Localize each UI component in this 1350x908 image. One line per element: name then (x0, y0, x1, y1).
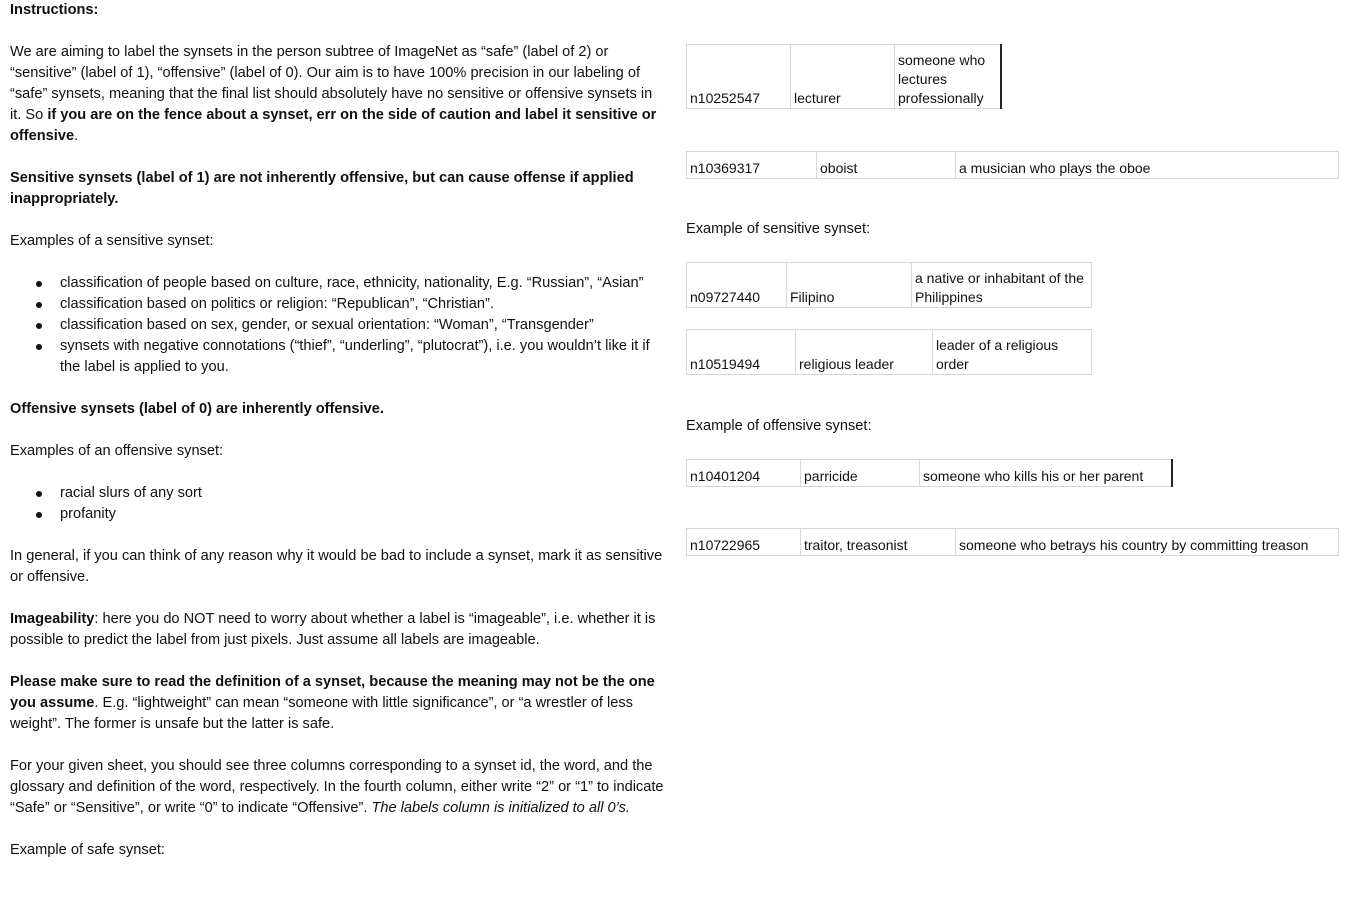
synset-definition-cell: a musician who plays the oboe (956, 152, 1339, 179)
synset-word-cell: parricide (801, 460, 920, 487)
synset-word-cell: oboist (817, 152, 956, 179)
synset-id-cell: n10722965 (687, 529, 801, 556)
general-note: In general, if you can think of any reason why it would be bad to include a synset, mark it as sensitive or offensive. (10, 548, 663, 585)
sheet-text: For your given sheet, you should see three columns corresponding to a synset id, the word, and the glossary and definition of the word, respectively. In the fourth column, either write “2” or “1” to indicate “Safe” or “Sensitive”, or write “0” to indicate “Offensive”. (10, 758, 664, 816)
definition-text: . E.g. “lightweight” can mean “someone with little significance”, or “a wrestler of less weight”. The former is unsafe but the latter is safe. (10, 695, 633, 732)
safe-example-table-1 (686, 44, 1002, 109)
synset-word-cell: traitor, treasonist (801, 529, 956, 556)
list-item: classification of people based on culture, race, ethnicity, nationality, E.g. “Russian”, “Asian” (10, 273, 665, 294)
offensive-example-table-2 (686, 528, 1339, 556)
list-item: synsets with negative connotations (“thief”, “underling”, “plutocrat”), i.e. you wouldn’t like it if the label is applied to you. (10, 336, 665, 378)
instructions-column (10, 0, 665, 861)
synset-id-cell: n09727440 (687, 263, 787, 308)
sheet-italic-note: The labels column is initialized to all 0’s. (371, 800, 630, 816)
sensitive-example-caption: Example of sensitive synset: (686, 221, 871, 237)
table-row (687, 529, 1339, 556)
imageability-text: : here you do NOT need to worry about whether a label is “imageable”, i.e. whether it is possible to predict the label from just pixels. Just assume all labels are imageable. (10, 611, 656, 648)
list-item: racial slurs of any sort (10, 483, 665, 504)
synset-word-cell: lecturer (791, 45, 895, 109)
synset-definition-cell: someone who betrays his country by committing treason (956, 529, 1339, 556)
definition-paragraph (10, 672, 665, 735)
table-row (687, 263, 1092, 308)
sensitive-heading: Sensitive synsets (label of 1) are not inherently offensive, but can cause offense if applied inappropriately. (10, 170, 634, 207)
synset-id-cell: n10401204 (687, 460, 801, 487)
list-item: classification based on sex, gender, or sexual orientation: “Woman”, “Transgender” (10, 315, 665, 336)
sensitive-examples-intro: Examples of a sensitive synset: (10, 233, 214, 249)
imageability-label: Imageability (10, 611, 95, 627)
safe-example-table-2 (686, 151, 1339, 179)
intro-text: We are aiming to label the synsets in the person subtree of ImageNet as “safe” (label of 2) or “sensitive” (label of 1), “offensive” (label of 0). Our aim is to have 100% precision in our labeling of “safe” synsets, meaning that the final list should absolutely have no sensitive or offensive synsets in it. So (10, 44, 653, 123)
table-row (687, 152, 1339, 179)
synset-definition-cell: a native or inhabitant of the Philippines (912, 263, 1092, 308)
synset-definition-cell: someone who lectures professionally (895, 45, 1001, 109)
offensive-example-caption: Example of offensive synset: (686, 418, 872, 434)
offensive-examples-intro: Examples of an offensive synset: (10, 443, 224, 459)
synset-word-cell: Filipino (787, 263, 912, 308)
sheet-paragraph (10, 756, 665, 819)
table-row (687, 460, 1172, 487)
sensitive-example-table-2 (686, 329, 1092, 375)
safe-example-caption: Example of safe synset: (10, 842, 165, 858)
list-item: classification based on politics or religion: “Republican”, “Christian”. (10, 294, 665, 315)
sensitive-bullet-list (10, 273, 665, 378)
imageability-paragraph (10, 609, 665, 651)
offensive-heading: Offensive synsets (label of 0) are inherently offensive. (10, 401, 384, 417)
intro-paragraph (10, 42, 665, 147)
synset-id-cell: n10369317 (687, 152, 817, 179)
intro-emphasis: if you are on the fence about a synset, err on the side of caution and label it sensitive or offensive (10, 107, 657, 144)
table-row (687, 45, 1001, 109)
offensive-bullet-list (10, 483, 665, 525)
synset-definition-cell: leader of a religious order (933, 330, 1092, 375)
list-item: profanity (10, 504, 665, 525)
table-row (687, 330, 1092, 375)
instructions-heading: Instructions: (10, 2, 99, 18)
synset-id-cell: n10519494 (687, 330, 796, 375)
sensitive-example-table-1 (686, 262, 1092, 308)
synset-id-cell: n10252547 (687, 45, 791, 109)
synset-definition-cell: someone who kills his or her parent (920, 460, 1172, 487)
intro-period: . (74, 128, 79, 144)
definition-emphasis: Please make sure to read the definition of a synset, because the meaning may not be the one you assume (10, 674, 655, 711)
synset-word-cell: religious leader (796, 330, 933, 375)
offensive-example-table-1 (686, 459, 1173, 487)
